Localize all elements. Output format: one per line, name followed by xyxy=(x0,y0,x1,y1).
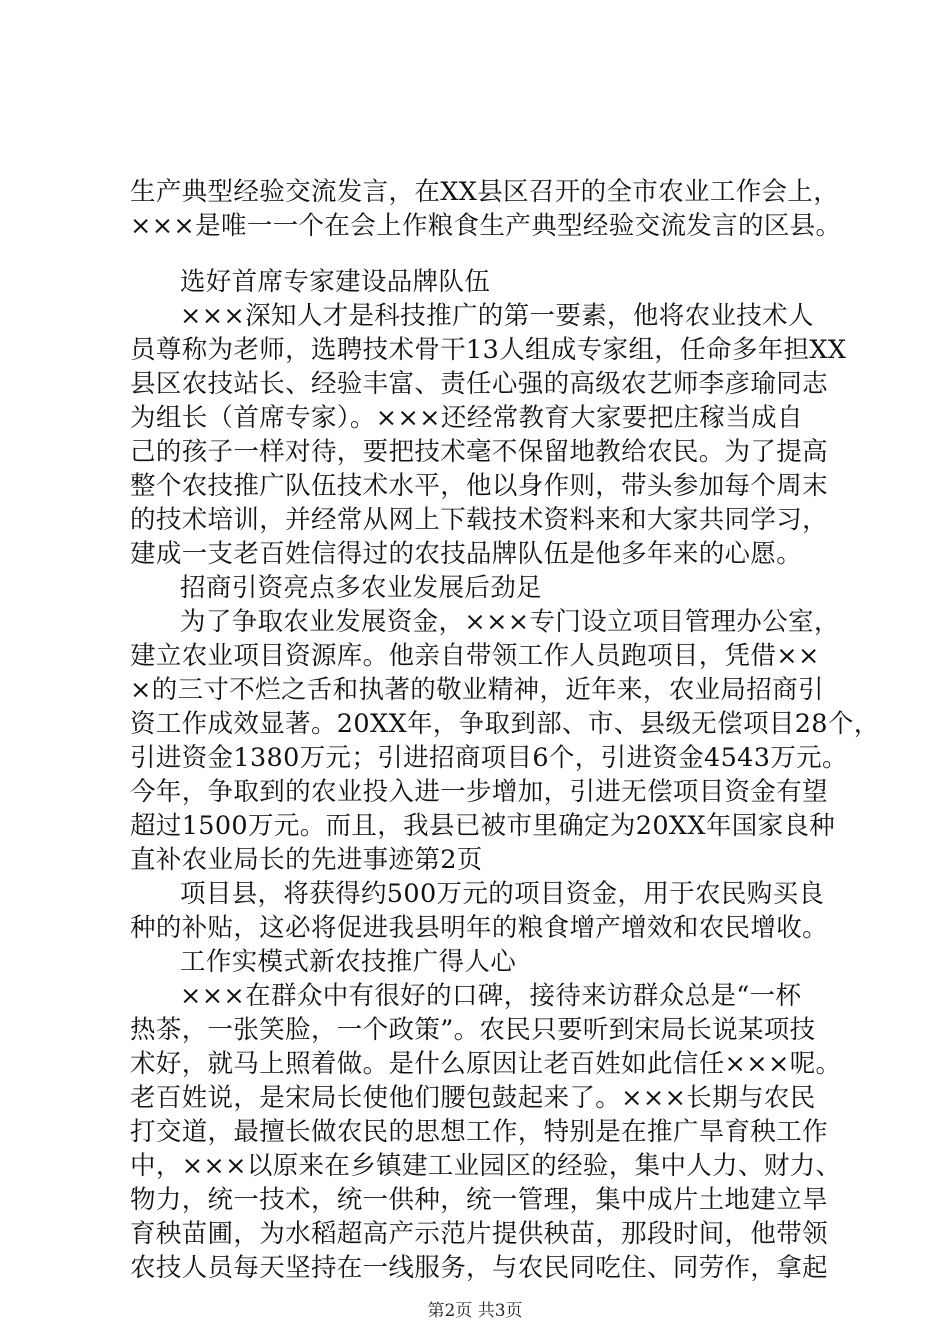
text-line: ×××是唯一一个在会上作粮食生产典型经验交流发言的区县。 xyxy=(130,211,842,241)
text-line: 为组长（首席专家）。×××还经常教育大家要把庄稼当成自 xyxy=(130,403,803,433)
text-line: 己的孩子一样对待，要把技术毫不保留地教给农民。为了提高 xyxy=(130,437,828,467)
text-line: 引进资金1380万元；引进招商项目6个，引进资金4543万元。 xyxy=(130,743,848,773)
text-line: 生产典型经验交流发言，在XX县区召开的全市农业工作会上， xyxy=(130,177,840,207)
text-line: ×××在群众中有很好的口碑，接待来访群众总是“一杯 xyxy=(180,981,802,1011)
page-number-footer: 第2页 共3页 xyxy=(427,1301,523,1321)
text-line: 中，×××以原来在乡镇建工业园区的经验，集中人力、财力、 xyxy=(130,1151,842,1181)
text-line: 物力，统一技术，统一供种，统一管理，集中成片土地建立旱 xyxy=(130,1185,828,1215)
text-line: 县区农技站长、经验丰富、责任心强的高级农艺师李彦瑜同志 xyxy=(130,369,828,399)
text-line: 打交道，最擅长做农民的思想工作，特别是在推广旱育秧工作 xyxy=(130,1117,828,1147)
text-line: ×××深知人才是科技推广的第一要素，他将农业技术人 xyxy=(180,301,814,331)
section-heading: 选好首席专家建设品牌队伍 xyxy=(180,267,491,297)
text-line: 热茶，一张笑脸，一个政策”。农民只要听到宋局长说某项技 xyxy=(130,1015,816,1045)
text-line: 整个农技推广队伍技术水平，他以身作则，带头参加每个周末 xyxy=(130,471,828,501)
text-line: 员尊称为老师，选聘技术骨干13人组成专家组，任命多年担XX xyxy=(130,335,847,365)
section-heading: 招商引资亮点多农业发展后劲足 xyxy=(180,573,542,603)
text-line: 为了争取农业发展资金，×××专门设立项目管理办公室， xyxy=(180,607,840,637)
text-line: 资工作成效显著。20XX年，争取到部、市、县级无偿项目28个， xyxy=(130,709,880,739)
text-line: 今年，争取到的农业投入进一步增加，引进无偿项目资金有望 xyxy=(130,777,828,807)
text-line: 种的补贴，这必将促进我县明年的粮食增产增效和农民增收。 xyxy=(130,913,828,943)
section-heading: 工作实模式新农技推广得人心 xyxy=(180,947,517,977)
text-line: 建立农业项目资源库。他亲自带领工作人员跑项目，凭借×× xyxy=(130,641,820,671)
text-line: ×的三寸不烂之舌和执著的敬业精神，近年来，农业局招商引 xyxy=(130,675,824,705)
text-line: 直补农业局长的先进事迹第2页 xyxy=(130,845,483,875)
text-line: 的技术培训，并经常从网上下载技术资料来和大家共同学习， xyxy=(130,505,828,535)
text-line: 项目县，将获得约500万元的项目资金，用于农民购买良 xyxy=(180,879,825,909)
text-line: 术好，就马上照着做。是什么原因让老百姓如此信任×××呢。 xyxy=(130,1049,842,1079)
text-line: 育秧苗圃，为水稻超高产示范片提供秧苗，那段时间，他带领 xyxy=(130,1219,828,1249)
text-line: 超过1500万元。而且，我县已被市里确定为20XX年国家良种 xyxy=(130,811,836,841)
text-line: 老百姓说，是宋局长使他们腰包鼓起来了。×××长期与农民 xyxy=(130,1083,816,1113)
text-line: 农技人员每天坚持在一线服务，与农民同吃住、同劳作，拿起 xyxy=(130,1253,828,1283)
text-line: 建成一支老百姓信得过的农技品牌队伍是他多年来的心愿。 xyxy=(130,539,803,569)
